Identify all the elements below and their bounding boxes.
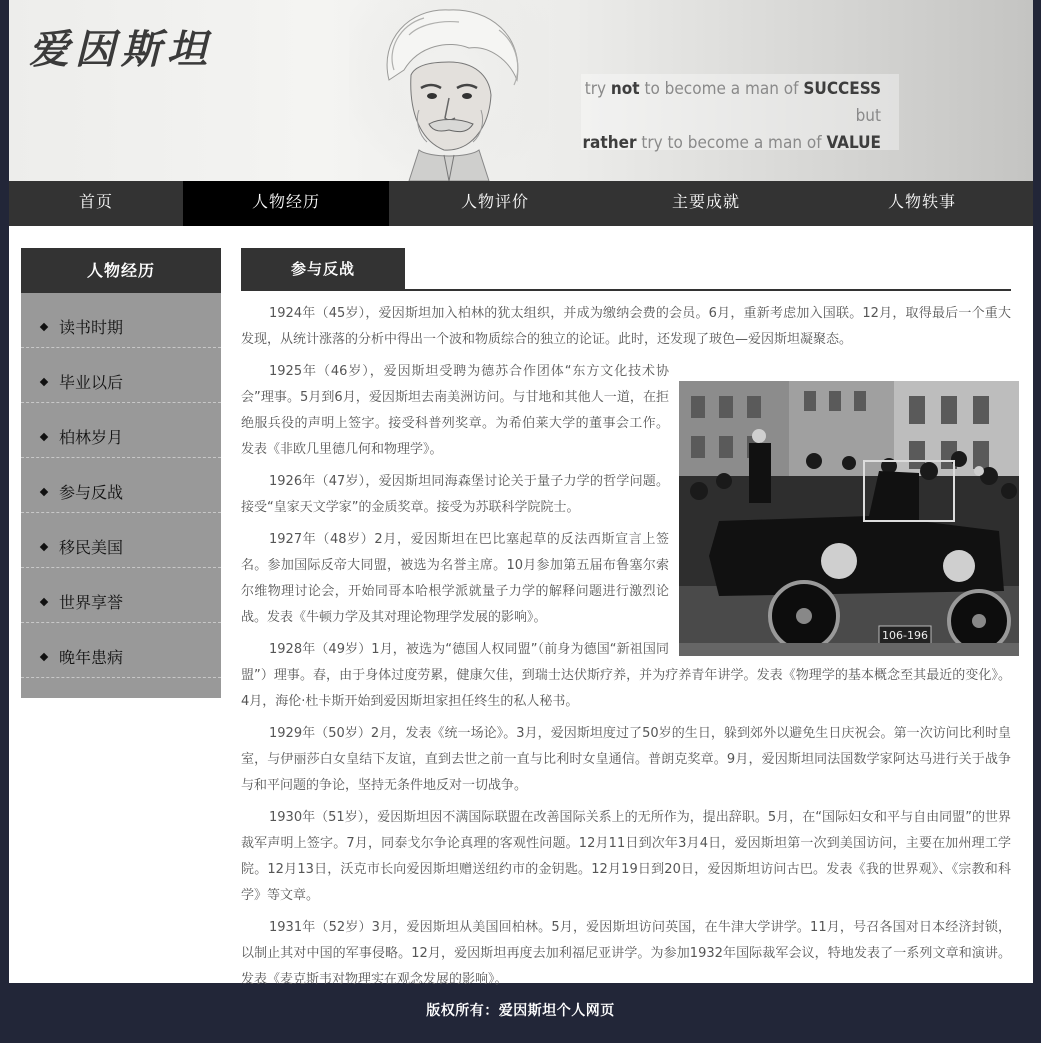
main-nav	[9, 181, 1033, 226]
article-paragraph: 1930年（51岁），爱因斯坦因不满国际联盟在改善国际关系上的无所作为，提出辞职。5月，在“国际妇女和平与自由同盟”的世界裁军声明上签字。7月，同泰戈尔争论真理的客观性问题。12月11日到次年3月4日，爱因斯坦第一次到美国访问，主要在加州理工学院。12月13日，沃克市长向爱因斯坦赠送纽约市的金钥匙。12月19日到20日，爱因斯坦访问古巴。发表《我的世界观》、《宗教和科学》等文章。	[241, 810, 1011, 903]
sidebar-item-world-fame[interactable]	[21, 568, 221, 623]
sidebar-item-label: 世界享誉	[59, 593, 124, 612]
quote-text: to become a man of	[639, 79, 804, 99]
article-paragraph: 1931年（52岁）3月，爱因斯坦从美国回柏林。5月，爱因斯坦访问英国，在牛津大学讲学。11月，号召各国对日本经济封锁，以制止其对中国的军事侵略。12月，爱因斯坦再度去加利福尼亚讲学。为参加1932年国际裁军会议，特地发表了一系列文章和演讲。发表《麦克斯韦对物理实在观念发展的影响》。	[241, 920, 1011, 987]
einstein-car-photo	[679, 381, 1019, 656]
diamond-bullet-icon	[40, 377, 48, 385]
diamond-bullet-icon	[40, 322, 48, 330]
article-body	[241, 291, 1011, 993]
sidebar-title: 人物经历	[21, 248, 221, 293]
nav-item-achievements[interactable]: 主要成就	[671, 192, 740, 211]
article-paragraph: 1929年（50岁）2月，发表《统一场论》。3月，爱因斯坦度过了50岁的生日，躲到郊外以避免生日庆祝会。第一次访问比利时皇室，与伊丽莎白女皇结下友谊，直到去世之前一直与比利时女皇通信。普朗克奖章。9月，爱因斯坦同法国数学家阿达马进行关于战争与和平问题的争论，坚持无条件地反对一切战争。	[241, 726, 1011, 793]
diamond-bullet-icon	[40, 652, 48, 660]
sidebar-item-label: 移民美国	[59, 538, 124, 557]
article-paragraph: 1924年（45岁），爱因斯坦加入柏林的犹太组织，并成为缴纳会费的会员。6月，重新考虑加入国联。12月，取得最后一个重大发现，从统计涨落的分析中得出一个波和物质综合的独立的论证。此时，还发现了玻色—爱因斯坦凝聚态。	[241, 306, 1011, 347]
nav-item-home[interactable]: 首页	[78, 192, 113, 211]
diamond-bullet-icon	[40, 487, 48, 495]
sidebar-list	[21, 293, 221, 678]
quote-text: try to become a man of	[636, 133, 827, 153]
page-container	[9, 0, 1033, 987]
nav-item-evaluation[interactable]: 人物评价	[460, 192, 529, 211]
sidebar-item-label: 读书时期	[59, 318, 124, 337]
footer-copyright: 版权所有：爱因斯坦个人网页	[426, 1003, 615, 1019]
quote-emphasis: rather	[582, 133, 637, 153]
license-plate-text: 106-196	[882, 629, 928, 642]
sidebar-item-emigration[interactable]	[21, 513, 221, 568]
sidebar-item-berlin[interactable]	[21, 403, 221, 458]
nav-item-biography[interactable]: 人物经历	[183, 181, 389, 226]
sidebar-item-label: 毕业以后	[59, 373, 124, 392]
diamond-bullet-icon	[40, 597, 48, 605]
article-paragraph-text: 1925年（46岁），爱因斯坦受聘为德苏合作团体“东方文化技术协会”理事。5月到6月，爱因斯坦去南美洲访问。与甘地和其他人一道，在拒绝服兵役的声明上签字。接受科普列奖章。为希伯莱大学的董事会工作。发表《非欧几里德几何和物理学》。	[241, 364, 669, 457]
sidebar-item-label: 参与反战	[59, 483, 124, 502]
sidebar	[21, 248, 221, 698]
quote-text: try	[584, 79, 611, 99]
site-logo[interactable]: 爱因斯坦	[29, 26, 213, 73]
content-header	[241, 248, 1011, 291]
sidebar-item-after-graduation[interactable]	[21, 348, 221, 403]
quote-emphasis: SUCCESS	[803, 79, 881, 99]
sidebar-item-label: 晚年患病	[59, 648, 124, 667]
quote-text: but	[855, 106, 881, 126]
content-title-tab: 参与反战	[241, 248, 405, 290]
quote-emphasis: VALUE	[826, 133, 881, 153]
main-content	[241, 248, 1011, 999]
sidebar-item-label: 柏林岁月	[59, 428, 124, 447]
diamond-bullet-icon	[40, 432, 48, 440]
header-banner	[9, 0, 1033, 181]
article-paragraph: 1926年（47岁），爱因斯坦同海森堡讨论关于量子力学的哲学问题。接受“皇家天文学家”的金质奖章。接受为苏联科学院院士。	[241, 474, 669, 515]
sidebar-item-study[interactable]	[21, 293, 221, 348]
sidebar-item-anti-war[interactable]	[21, 458, 221, 513]
nav-item-anecdotes[interactable]: 人物轶事	[887, 192, 956, 211]
banner-quote	[581, 74, 899, 153]
diamond-bullet-icon	[40, 542, 48, 550]
einstein-portrait-image	[349, 0, 549, 181]
article-paragraph: 1928年（49岁）1月，被选为“德国人权同盟”（前身为德国“新祖国同盟”）理事。春，由于身体过度劳累，健康欠佳，到瑞士达伏斯疗养，并为疗养青年讲学。发表《物理学的基本概念至其最近的变化》。4月，海伦·杜卡斯开始到爱因斯坦家担任终生的私人秘书。	[241, 642, 1011, 709]
article-paragraph: 1927年（48岁）2月，爱因斯坦在巴比塞起草的反法西斯宣言上签名。参加国际反帝大同盟，被选为名誉主席。10月参加第五届布鲁塞尔索尔维物理讨论会，开始同哥本哈根学派就量子力学的解释问题进行激烈论战。发表《牛顿力学及其对理论物理学发展的影响》。	[241, 532, 669, 625]
sidebar-item-late-illness[interactable]	[21, 623, 221, 678]
quote-emphasis: not	[610, 79, 640, 99]
